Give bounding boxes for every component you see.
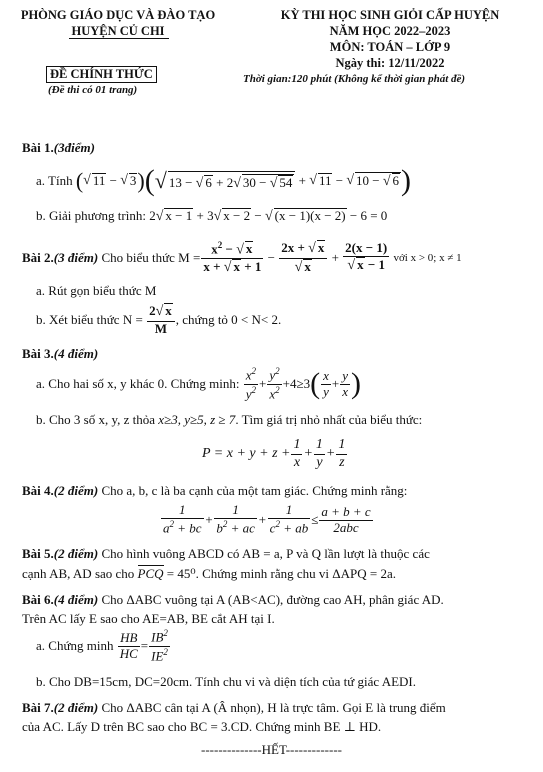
exam-date: Ngày thi: 12/11/2022 <box>335 56 445 70</box>
dept-name: PHÒNG GIÁO DỤC VÀ ĐÀO TẠO <box>20 8 216 22</box>
problem-1b: b. Giải phương trình: 2√ x − 1 + 3√ x − 2 − √ (x − 1)(x − 2) − 6 = 0 <box>36 208 388 224</box>
problem-1a: a. Tính ( √ 11 − √ 3 ) ( √ 13 − √ 6 + 2√ 30 − √ 54 + √ 11 − √ 10 − √ 6 ) <box>36 164 412 197</box>
problem-6b: b. Cho DB=15cm, DC=20cm. Tính chu vi và diện tích của tứ giác AEDI. <box>36 674 416 689</box>
end-marker: --------------HẾT------------- <box>201 742 342 757</box>
problem-5-line2: cạnh AB, AD sao cho PCQ = 45⁰. Chứng minh rằng chu vi ΔAPQ = 2a. <box>22 566 396 581</box>
problem-3b: b. Cho 3 số x, y, z thỏa x≥3, y≥5, z ≥ 7. Tìm giá trị nhỏ nhất của biểu thức: <box>36 412 423 427</box>
problem-5-line1: Bài 5.(2 điểm) Cho hình vuông ABCD có AB = a, P và Q lần lượt là thuộc các <box>22 546 430 561</box>
problem-6-line1: Bài 6.(4 điểm) Cho ΔABC vuông tại A (AB<AC), đường cao AH, phân giác AD. <box>22 592 444 607</box>
problem-3b-expression: P = x + y + z + $\frac{1}{x}$ + $\frac{1}{y}$ + $\frac{1}{z}$ <box>202 437 346 470</box>
problem-7-line2: của AC. Lấy D trên BC sao cho BC = 3.CD. Chứng minh BE ⊥ HD. <box>22 719 382 734</box>
problem-6-line2: Trên AC lấy E sao cho AE=AB, BE cắt AH tại I. <box>22 611 275 626</box>
problem-4-intro: Bài 4.(2 điểm) Cho a, b, c là ba cạnh của một tam giác. Chứng minh rằng: <box>22 483 408 498</box>
problem-3-title: Bài 3.(4 điểm) <box>22 346 99 361</box>
problem-2-intro: Bài 2. (3 điểm) Cho biểu thức M = $\frac{x^2 - √ x}{x + √ x + 1}$ − $\frac{2x + √ x}{√ x}$ + $\frac{2(x - 1)}{√ x - 1}$ với x > 0; x ≠ 1 <box>22 239 462 276</box>
exam-title: KỲ THI HỌC SINH GIỎI CẤP HUYỆN <box>280 8 500 22</box>
page-count-note: (Đề thi có 01 trang) <box>48 84 138 96</box>
problem-2b: b. Xét biểu thức N = $\frac{2√ x}{M}$ , chứng tỏ 0 < N< 2. <box>36 303 282 336</box>
problem-1-title: Bài 1.(3điểm) <box>22 140 95 155</box>
problem-4-inequality: $\frac{1}{a^2 + bc}$ + $\frac{1}{b^2 + ac}$ + $\frac{1}{c^2 + ab}$ ≤ $\frac{a + b + c}{\text{2abc}}$ <box>163 502 371 536</box>
exam-duration: Thời gian:120 phút (Không kể thời gian phát đề) <box>243 73 466 85</box>
official-stamp: ĐỀ CHÍNH THỨC <box>46 66 157 83</box>
problem-7-line1: Bài 7.(2 điểm) Cho ΔABC cân tại A (Â nhọn), H là trực tâm. Gọi E là trung điểm <box>22 700 446 715</box>
problem-2a: a. Rút gọn biểu thức M <box>36 283 157 298</box>
header-divider <box>69 38 169 39</box>
problem-3a: a. Cho hai số x, y khác 0. Chứng minh: $\frac{x^2}{y^2}$ + $\frac{y^2}{x^2}$ +4≥3 ( $\frac{x}{y}$ + $\frac{y}{x}$ ) <box>36 366 362 401</box>
subject: MÔN: TOÁN – LỚP 9 <box>329 40 451 54</box>
district-name: HUYỆN CỦ CHI <box>71 24 165 38</box>
problem-6a: a. Chứng minh $\frac{HB}{HC}$ = $\frac{IB^2}{IE^2}$ <box>36 628 168 663</box>
school-year: NĂM HỌC 2022–2023 <box>329 24 451 38</box>
